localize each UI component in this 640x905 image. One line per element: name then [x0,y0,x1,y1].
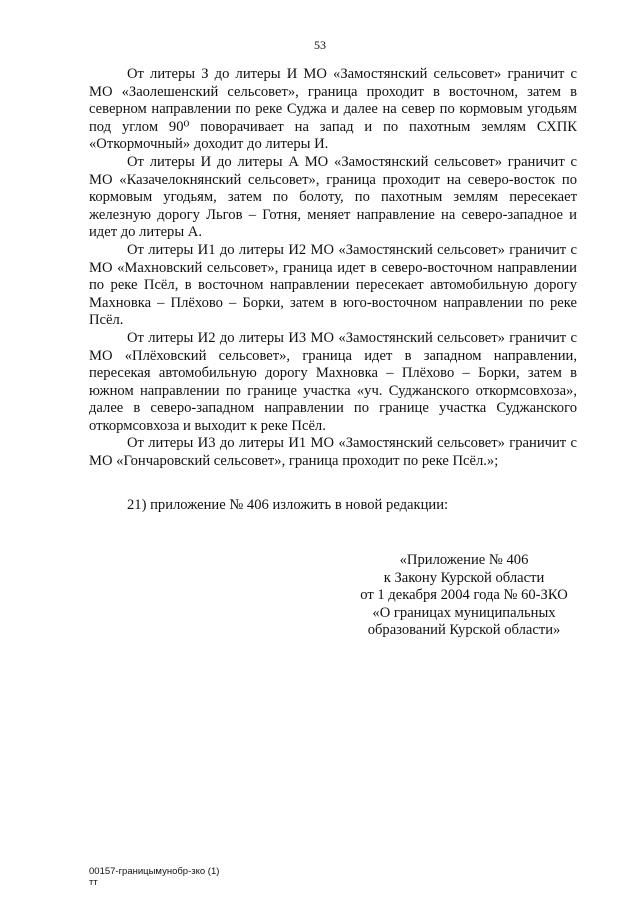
paragraph-i3-to-i1: От литеры И3 до литеры И1 МО «Замостянский сельсовет» граничит с МО «Гончаровский сельсовет», граница проходит по реке Псёл.»; [89,435,577,470]
appendix-header [320,552,608,640]
footer-filename: 00157-границымунобр-зко (1) [89,866,220,877]
amendment-item: 21) приложение № 406 изложить в новой редакции: [127,497,449,513]
document-footer [89,866,219,888]
page-number: 53 [314,38,326,52]
paragraph-i2-to-i3: От литеры И2 до литеры И3 МО «Замостянский сельсовет» граничит с МО «Плёховский сельсовет», граница идет в западном направлении, пересекая автомобильную дорогу Махновка – Плёхово – Борки, затем в южном направлении по границе участка «уч. Суджанского откормсовхоза», далее в северо-западном направлении по границе участка Суджанского откормсовхоза и выходит к реке Псёл. [89,329,577,434]
document-body [89,66,577,471]
paragraph-z-to-i: От литеры З до литеры И МО «Замостянский сельсовет» граничит с МО «Заолешенский сельсовет», граница проходит в восточном, затем в северном направлении по реке Суджа и далее на север по кормовым угодьям под углом 90⁰ поворачивает на запад и по пахотным землям СХПК «Откормочный» доходит до литеры И. [89,66,577,153]
paragraph-i1-to-i2: От литеры И1 до литеры И2 МО «Замостянский сельсовет» граничит с МО «Махновский сельсовет», граница идет в северо-восточном направлении по реке Псёл, в восточном направлении пересекает автомобильную дорогу Махновка – Плёхово – Борки, затем в юго-восточном направлении по реке Псёл. [89,241,577,329]
appendix-line: к Закону Курской области [383,569,545,586]
appendix-line: образований Курской области» [367,622,561,639]
appendix-line: «О границах муниципальных [372,604,556,621]
paragraph-i-to-a: От литеры И до литеры А МО «Замостянский сельсовет» граничит с МО «Казачелокнянский сельсовет», граница проходит на северо-восток по кормовым угодьям, затем по болоту, по пахотным землям пересекает железную дорогу Льгов – Готня, меняет направление на северо-западное и идет до литеры А. [89,153,577,241]
appendix-line: от 1 декабря 2004 года № 60-ЗКО [360,587,568,604]
footer-initials: тт [89,877,98,888]
appendix-line: «Приложение № 406 [399,552,529,568]
